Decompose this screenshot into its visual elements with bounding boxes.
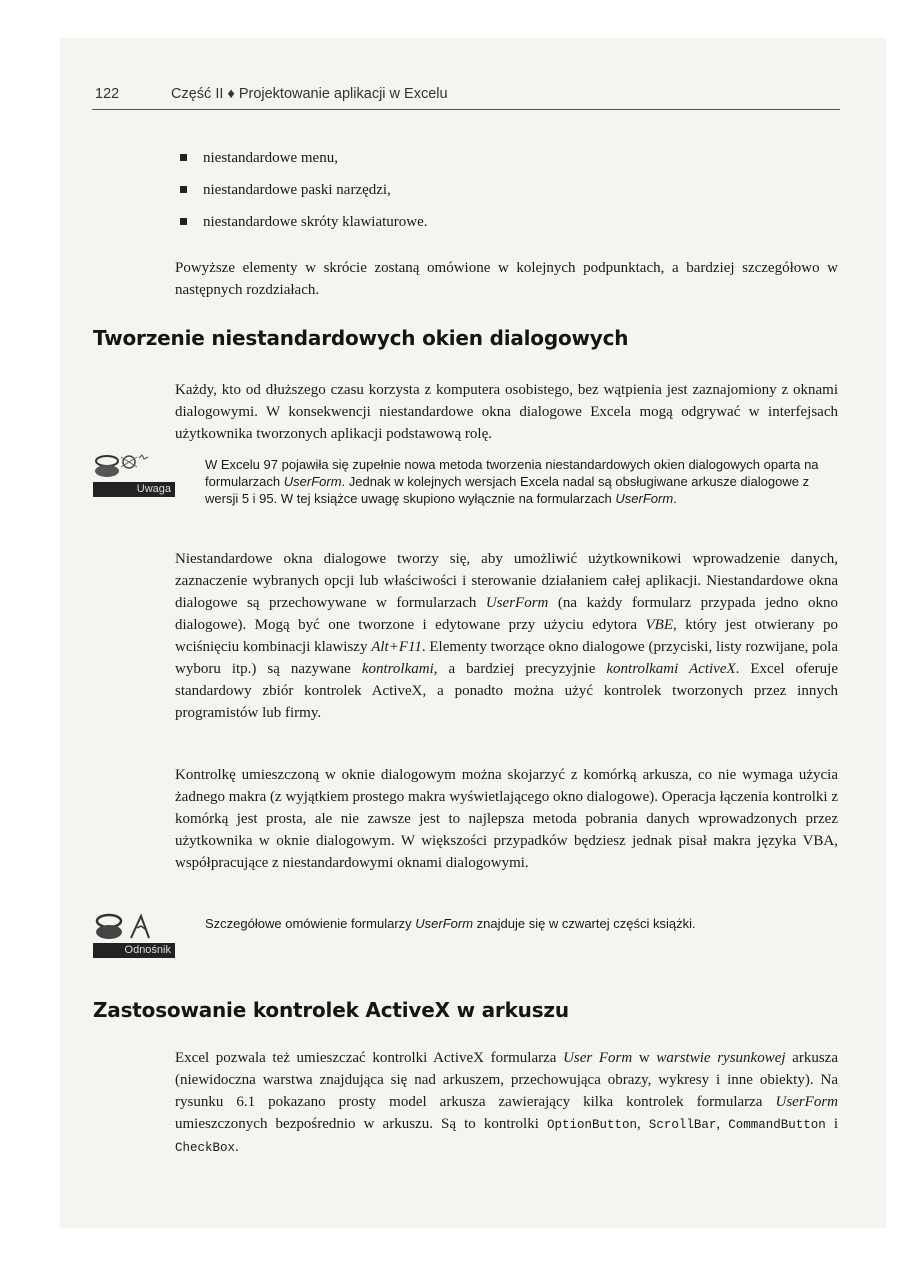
- paragraph: Niestandardowe okna dialogowe tworzy się, aby umożliwić użytkownikowi wprowadzenie danych, zaznaczenie wybranych opcji lub właściwości i sterowanie działaniem całej aplikacji. Niestandardowe okna dialogowe są przechowywane w formularzach UserForm (na każdy formularz przypada jedno okno dialogowe). Mogą być one tworzone i edytowane przy użyciu edytora VBE, który jest otwierany po wciśnięciu kombinacji klawiszy Alt+F11. Elementy tworzące okno dialogowe (przyciski, listy rozwijane, pola wyboru itp.) są nazywane kontrolkami, a bardziej precyzyjnie kontrolkami ActiveX. Excel oferuje standardowy zbiór kontrolek ActiveX, a ponadto można użyć kontrolek tworzonych przez innych programistów lub firmy.: [175, 551, 838, 721]
- note-text: W Excelu 97 pojawiła się zupełnie nowa metoda tworzenia niestandardowych okien dialogowych oparta na formularzach UserForm. Jednak w kolejnych wersjach Excela nadal są obsługiwane arkusze dialogowe z wersji 5 i 95. W tej książce uwagę skupiono wyłącznie na formularzach UserForm.: [205, 457, 819, 506]
- intro-paragraph: Powyższe elementy w skrócie zostaną omówione w kolejnych podpunktach, a bardziej szczegółowo w następnych rozdziałach.: [175, 260, 838, 298]
- bullet-list: [178, 148, 428, 244]
- bullet-square-icon: [180, 186, 187, 193]
- note-callout-icon: [93, 452, 175, 496]
- section-heading-activex: Zastosowanie kontrolek ActiveX w arkuszu: [93, 998, 569, 1022]
- reference-callout-icon: [93, 910, 175, 958]
- section-heading-dialogs: Tworzenie niestandardowych okien dialogowych: [93, 326, 629, 350]
- bullet-square-icon: [180, 218, 187, 225]
- list-item: niestandardowe paski narzędzi,: [178, 180, 428, 201]
- reference-text: Szczegółowe omówienie formularzy UserForm znajduje się w czwartej części książki.: [205, 916, 696, 931]
- note-label: Uwaga: [93, 482, 175, 497]
- paragraph: Excel pozwala też umieszczać kontrolki ActiveX formularza User Form w warstwie rysunkowej arkusza (niewidoczna warstwa znajdująca się nad arkuszem, przechowująca obrazy, wykresy i inne obiekty). Na rysunku 6.1 pokazano prosty model arkusza zawierający kilka kontrolek formularza UserForm umieszczonych bezpośrednio w arkuszu. Są to kontrolki OptionButton, ScrollBar, CommandButton i CheckBox.: [175, 1050, 838, 1155]
- header-rule: [92, 109, 840, 110]
- page-number: 122: [95, 86, 120, 102]
- bullet-square-icon: [180, 154, 187, 161]
- cross-reference-icon: [93, 910, 175, 942]
- note-magnifier-icon: [93, 452, 175, 482]
- list-item: niestandardowe menu,: [178, 148, 428, 169]
- paragraph: Kontrolkę umieszczoną w oknie dialogowym można skojarzyć z komórką arkusza, co nie wymaga użycia żadnego makra (z wyjątkiem prostego makra wyświetlającego okno dialogowe). Operacja łączenia kontrolki z komórką jest prosta, ale nie zawsze jest to najlepsza metoda pobrania danych wprowadzonych przez użytkownika w oknie dialogowym. W większości przypadków będziesz jednak pisał makra języka VBA, współpracujące z niestandardowymi oknami dialogowymi.: [175, 767, 838, 871]
- running-title: Część II ♦ Projektowanie aplikacji w Excelu: [171, 86, 448, 102]
- list-item: niestandardowe skróty klawiaturowe.: [178, 212, 428, 233]
- reference-label: Odnośnik: [93, 943, 175, 958]
- paragraph: Każdy, kto od dłuższego czasu korzysta z komputera osobistego, bez wątpienia jest zaznajomiony z oknami dialogowymi. W konsekwencji niestandardowe okna dialogowe Excela mogą odgrywać w interfejsach użytkownika tworzonych aplikacji podstawową rolę.: [175, 382, 838, 442]
